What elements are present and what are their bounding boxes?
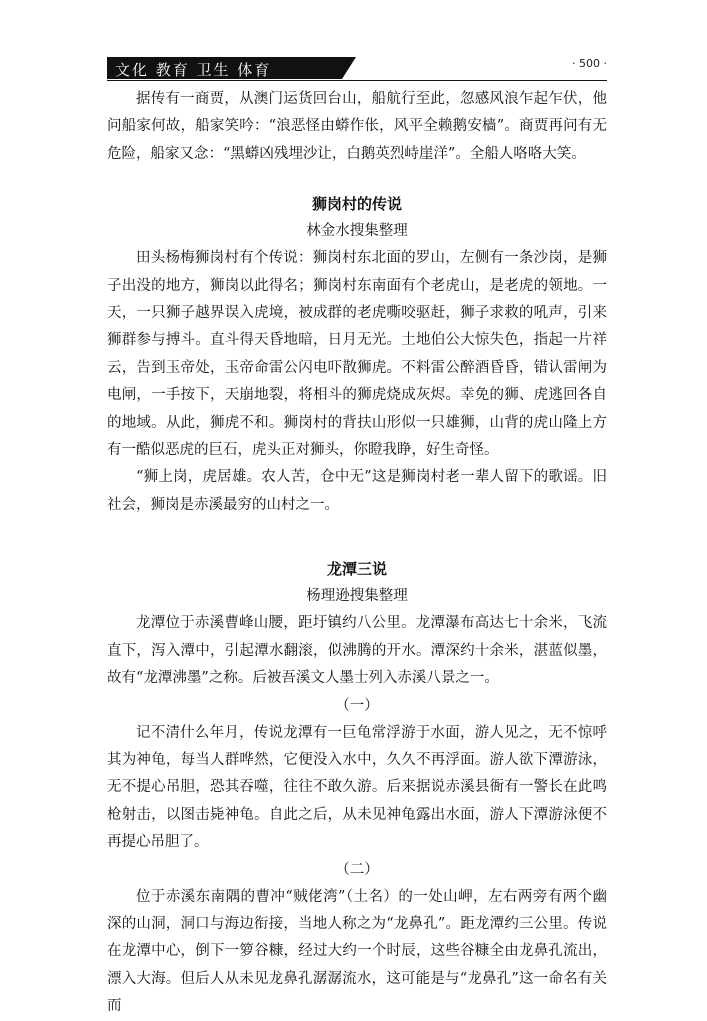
section-gap xyxy=(107,168,607,190)
article-title-shigang: 狮岗村的传说 xyxy=(311,195,402,214)
article-paragraph: 记不清什么年月，传说龙潭有一巨龟常浮游于水面，游人见之，无不惊呼其为神龟，每当人群哗然，它便没入水中，久久不再浮面。游人欲下潭游泳，无不提心吊胆，恐其吞噬，往往不敢久游。后来据说赤溪县衙有一警长在此鸣枪射击，以图击毙神龟。自此之后，从未见神龟露出水面，游人下潭游泳便不再提心吊胆了。 xyxy=(107,724,607,851)
page-number: · 500 · xyxy=(572,57,607,70)
header-rule xyxy=(107,80,607,81)
article-paragraph: 龙潭位于赤溪曹峰山腰，距圩镇约八公里。龙潭瀑布高达七十余米，飞流直下，泻入潭中，引起潭水翻滚，似沸腾的开水。潭深约十余米，湛蓝似墨，故有“龙潭沸墨”之称。后被吾溪文人墨士列入赤溪八景之一。 xyxy=(107,615,607,687)
section-label: 文化 教育 卫生 体育 xyxy=(115,61,272,79)
section-tab-slant xyxy=(342,57,356,79)
article-byline-longtan: 杨理逊搜集整理 xyxy=(306,588,408,605)
page-header xyxy=(107,57,607,79)
part-label: （一） xyxy=(335,697,379,714)
article-paragraph: 位于赤溪东南隅的曹冲“贼佬湾”（土名）的一处山岬，左右两旁有两个幽深的山洞，洞口与海边衔接，当地人称之为“龙鼻孔”。距龙潭约三公里。传说在龙潭中心，倒下一箩谷糠，经过大约一个时辰，这些谷糠全由龙鼻孔流出，漂入大海。但后人从未见龙鼻孔潺潺流水，这可能是与“龙鼻孔”这一命名有关而 xyxy=(107,888,607,1015)
article-title-longtan: 龙潭三说 xyxy=(326,560,387,579)
article-paragraph: “狮上岗，虎居雄。农人苦，仓中无”这是狮岗村老一辈人留下的歌谣。旧社会，狮岗是赤溪最穷的山村之一。 xyxy=(107,469,607,513)
page-content xyxy=(107,86,607,1021)
intro-paragraph: 据传有一商贾，从澳门运货回台山，船航行至此，忽感风浪乍起乍伏，他问船家何故，船家笑吟：“浪恶怪由蟒作伥，风平全赖鹅安樯”。商贾再问有无危险，船家又念：“黑蟒凶残埋沙让，白鹅英烈峙崖洋”。全船人咯咯大笑。 xyxy=(107,91,607,162)
section-gap xyxy=(107,519,607,555)
article-byline-shigang: 林金水搜集整理 xyxy=(306,223,408,240)
article-paragraph: 田头杨梅狮岗村有个传说：狮岗村东北面的罗山，左侧有一条沙岗，是狮子出没的地方，狮岗以此得名；狮岗村东南面有个老虎山，是老虎的领地。一天，一只狮子越界误入虎境，被成群的老虎嘶咬驱赶，狮子求救的吼声，引来狮群参与搏斗。直斗得天昏地暗，日月无光。土地伯公大惊失色，指起一片祥云，告到玉帝处，玉帝命雷公闪电吓散狮虎。不料雷公醉酒昏昏，错认雷闸为电闸，一手按下，天崩地裂，将相斗的狮虎烧成灰烬。幸免的狮、虎逃回各自的地域。从此，狮虎不和。狮岗村的背扶山形似一只雄狮，山背的虎山隆上方有一酷似恶虎的巨石，虎头正对狮头，你瞪我睁，好生奇怪。 xyxy=(107,250,607,459)
part-label: （二） xyxy=(335,861,379,878)
